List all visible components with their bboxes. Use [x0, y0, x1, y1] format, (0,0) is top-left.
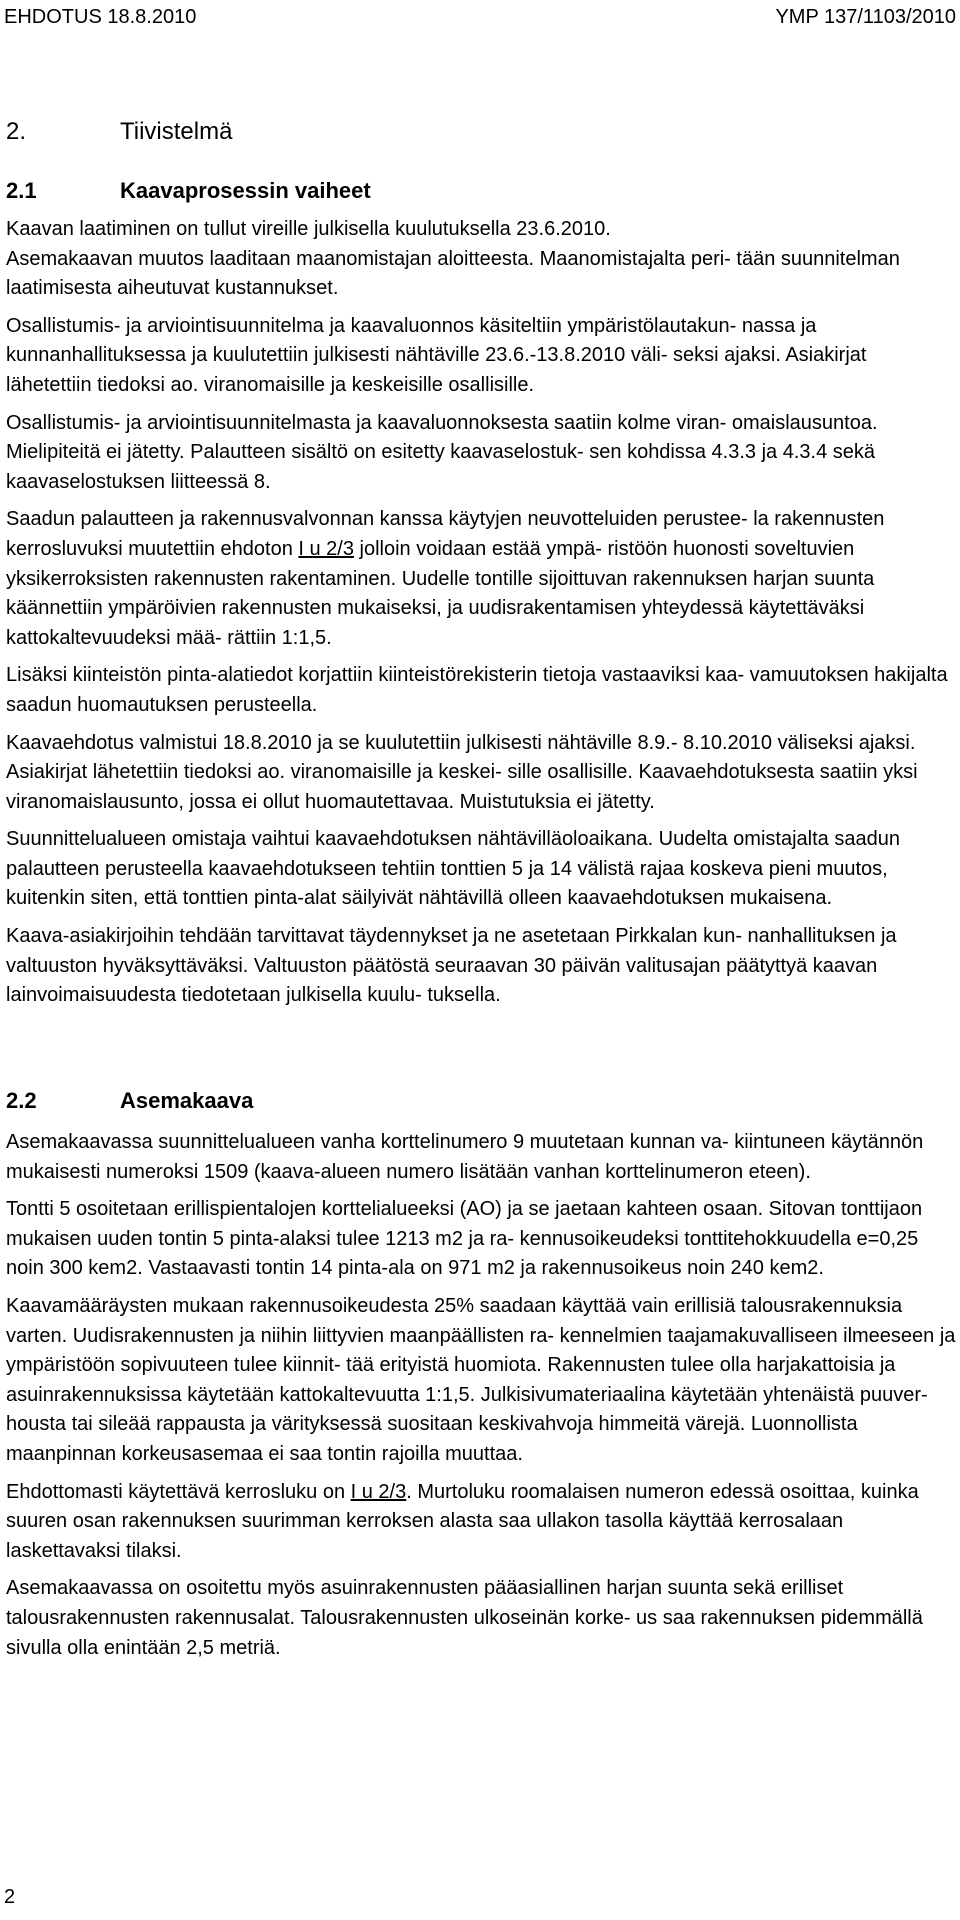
paragraph: Osallistumis- ja arviointisuunnitelmasta ja kaavaluonnoksesta saatiin kolme viran- omaislausuntoa. Mielipiteitä ei jätetty. Palautteen sisältö on esitetty kaavaselostuk- sen kohdissa 4.3.3 ja 4.3.4 sekä kaavaselostuksen liitteessä 8. — [6, 411, 878, 493]
paragraph: Kaavamääräysten mukaan rakennusoikeudesta 25% saadaan käyttää vain erillisiä talousrakennuksia varten. Uudisrakennusten ja niihin liittyvien maanpäällisten ra- kennelmien taajamakuvalliseen ilmeeseen ja ympäristöön sopivuuteen tulee kiinnit- tää erityistä huomiota. Rakennusten tulee olla harjakattoisia ja asuinrakennuksissa käytetään kattokaltevuutta 1:1,5. Julkisivumateriaalina käytetään yhtenäistä puuver- housta tai sileää rappausta ja värityksessä suositaan keskivahvoja himmeitä värejä. Luonnollista maanpinnan korkeusasemaa ei saa tontin rajoilla muuttaa. — [6, 1294, 956, 1465]
paragraph: Asemakaavassa on osoitettu myös asuinrakennusten pääasiallinen harjan suunta sekä erilliset talousrakennusten rakennusalat. Talousrakennusten ulkoseinän korke- us saa rakennuksen pidemmällä sivulla olla enintään 2,5 metriä. — [6, 1577, 923, 1659]
header-document-id: YMP 137/1103/2010 — [775, 6, 956, 28]
section-number: 2. — [6, 118, 27, 145]
section-title: Kaavaprosessin vaiheet — [120, 178, 371, 203]
section-number: 2.2 — [6, 1088, 37, 1113]
page-number: 2 — [4, 1886, 16, 1908]
header-draft-date: EHDOTUS 18.8.2010 — [4, 6, 197, 28]
paragraph-text: jolloin voidaan estää ympä- ristöön huonosti soveltuvien yksikerroksisten rakennusten rakentaminen. Uudelle tontille sijoittuvan rakennuksen harjan suunta käännettiin ympäröivien rakennusten mukaiseksi, ja uudisrakentamisen yhteydessä käytettäväksi kattokaltevuudeksi mää- rättiin 1:1,5. — [6, 537, 875, 649]
paragraph — [6, 505, 956, 653]
paragraph: Kaava-asiakirjoihin tehdään tarvittavat täydennykset ja ne asetetaan Pirkkalan kun- nanhallituksen ja valtuuston hyväksyttäväksi. Valtuuston päätöstä seuraavan 30 päivän valitusajan päätyttyä kaavan lainvoimaisuudesta tiedotetaan julkisella kuulu- tuksella. — [6, 925, 897, 1007]
floor-number-marking: I u 2/3 — [298, 537, 354, 560]
section-2-2-heading — [6, 1088, 253, 1114]
paragraph: Asemakaavan muutos laaditaan maanomistajan aloitteesta. Maanomistajalta peri- tään suunnitelman laatimisesta aiheutuvat kustannukset. — [6, 247, 900, 300]
section-2-heading — [6, 118, 232, 146]
paragraph — [6, 1478, 956, 1567]
section-2-2-body — [6, 1128, 956, 1671]
paragraph: Lisäksi kiinteistön pinta-alatiedot korjattiin kiinteistörekisterin tietoja vastaaviksi kaa- vamuutoksen hakijalta saadun huomautuksen perusteella. — [6, 664, 948, 716]
paragraph: Kaavaehdotus valmistui 18.8.2010 ja se kuulutettiin julkisesti nähtäville 8.9.- 8.10.2010 väliseksi ajaksi. Asiakirjat lähetettiin tiedoksi ao. viranomaisille ja keskei- sille osallisille. Kaavaehdotuksesta saatiin yksi viranomaislausunto, jossa ei ollut huomautettavaa. Muistutuksia ei jätetty. — [6, 731, 918, 813]
paragraph-text: Saadun palautteen ja rakennusvalvonnan kanssa käytyjen neuvotteluiden perustee- la rakennusten kerrosluvuksi muutettiin ehdoton — [6, 508, 885, 560]
paragraph: Asemakaavassa suunnittelualueen vanha korttelinumero 9 muutetaan kunnan va- kiintuneen käytännön mukaisesti numeroksi 1509 (kaava-alueen numero lisätään vanhan korttelinumeron eteen). — [6, 1131, 924, 1183]
paragraph: Suunnittelualueen omistaja vaihtui kaavaehdotuksen nähtävilläoloaikana. Uudelta omistajalta saadun palautteen perusteella kaavaehdotukseen tehtiin tonttien 5 ja 14 välistä rajaa koskeva pieni muutos, kuitenkin siten, että tonttien pinta-alat säilyivät nähtävillä olleen kaavaehdotuksen mukaisena. — [6, 828, 900, 910]
paragraph-text: . Murtoluku roomalaisen numeron edessä osoittaa, kuinka suuren osan rakennuksen suurimman kerroksen alasta saa ullakon tasolla käyttää kerrosalaan laskettavaksi tilaksi. — [6, 1480, 919, 1562]
section-number: 2.1 — [6, 178, 37, 203]
section-2-1-heading — [6, 178, 371, 204]
section-title: Tiivistelmä — [120, 118, 233, 145]
section-2-1-body — [6, 215, 956, 1019]
paragraph-text: Ehdottomasti käytettävä kerrosluku on — [6, 1480, 351, 1503]
paragraph: Tontti 5 osoitetaan erillispientalojen korttelialueeksi (AO) ja se jaetaan kahteen osaan. Sitovan tonttijaon mukaisen uuden tontin 5 pinta-alaksi tulee 1213 m2 ja ra- kennusoikeudeksi tonttitehokkuudella e=0,25 noin 300 kem2. Vastaavasti tontin 14 pinta-ala on 971 m2 ja rakennusoikeus noin 240 kem2. — [6, 1198, 923, 1280]
paragraph: Osallistumis- ja arviointisuunnitelma ja kaavaluonnos käsiteltiin ympäristölautakun- nassa ja kunnanhallituksessa ja kuulutettiin julkisesti nähtäville 23.6.-13.8.2010 väli- seksi ajaksi. Asiakirjat lähetettiin tiedoksi ao. viranomaisille ja keskeisille osallisille. — [6, 314, 867, 396]
section-title: Asemakaava — [120, 1088, 254, 1113]
floor-number-marking: I u 2/3 — [350, 1480, 407, 1503]
paragraph: Kaavan laatiminen on tullut vireille julkisella kuulutuksella 23.6.2010. — [6, 218, 611, 240]
